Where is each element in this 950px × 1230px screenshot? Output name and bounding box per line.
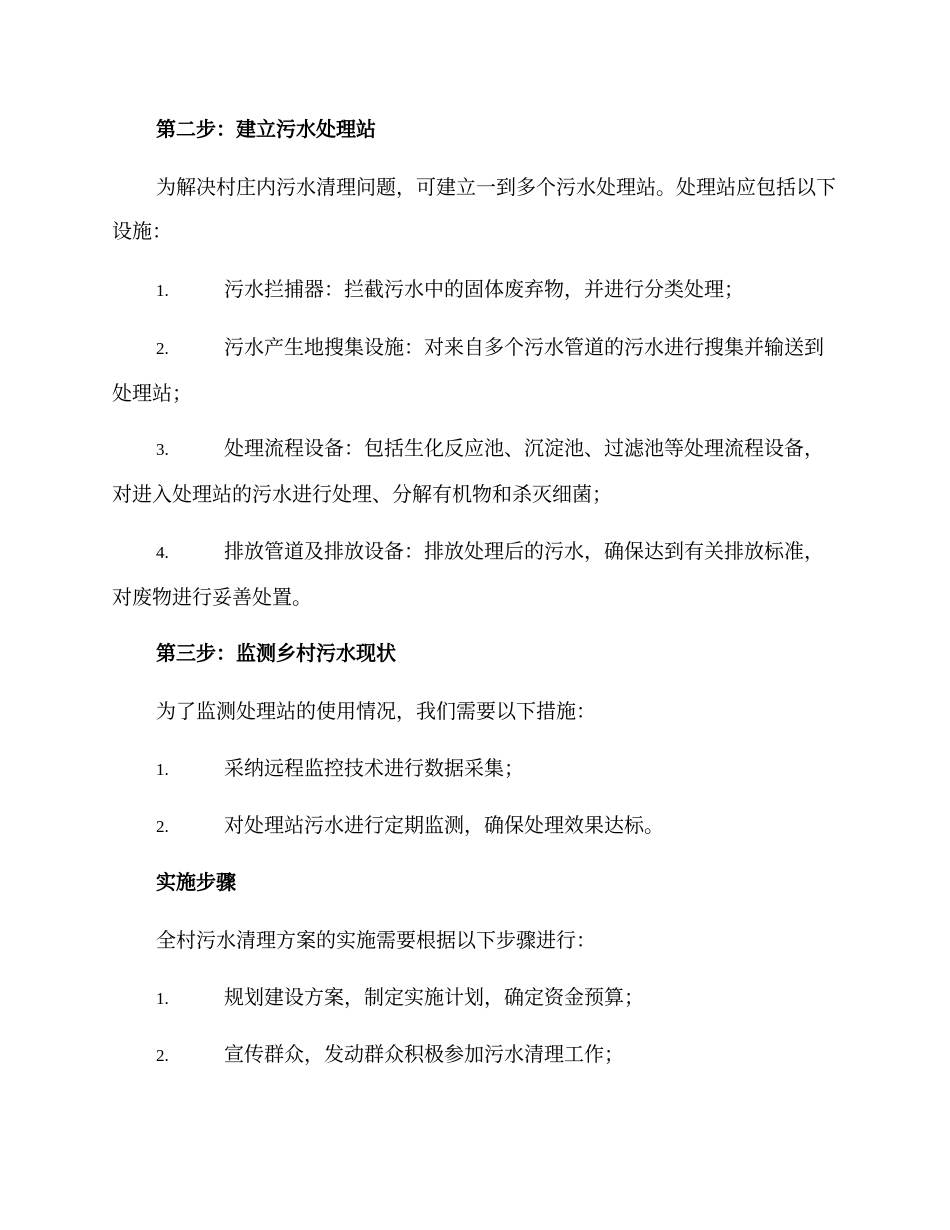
list-number: 2.: [156, 817, 169, 836]
list-number: 1.: [156, 989, 169, 1008]
section-heading-implementation: 实施步骤: [156, 870, 236, 894]
paragraph-step3-intro: 为了监测处理站的使用情况，我们需要以下措施：: [156, 699, 596, 723]
list-item: [112, 803, 836, 849]
list-item-text: 宣传群众，发动群众积极参加污水清理工作；: [224, 1042, 624, 1066]
list-item-text: 污水产生地搜集设施：对来自多个污水管道的污水进行搜集并输送到处理站；: [112, 335, 824, 405]
list-item-text: 规划建设方案，制定实施计划，确定资金预算；: [224, 985, 644, 1009]
list-item-text: 污水拦捕器：拦截污水中的固体废弃物，并进行分类处理；: [224, 277, 744, 301]
list-number: 1.: [156, 760, 169, 779]
list-item: [112, 746, 836, 792]
list-item: [112, 1032, 836, 1078]
list-item-text: 采纳远程监控技术进行数据采集；: [224, 756, 524, 780]
list-item: [112, 975, 836, 1021]
list-number: 2.: [156, 1046, 169, 1065]
list-item-text: 对处理站污水进行定期监测，确保处理效果达标。: [224, 813, 664, 837]
section-heading-step3: 第三步：监测乡村污水现状: [156, 641, 396, 665]
list-number: 1.: [156, 281, 169, 300]
list-item: [112, 267, 836, 313]
paragraph-step2-intro: 为解决村庄内污水清理问题，可建立一到多个污水处理站。处理站应包括以下设施：: [112, 175, 836, 243]
list-item: [112, 529, 836, 619]
section-heading-step2: 第二步：建立污水处理站: [156, 117, 376, 141]
list-item: [112, 325, 836, 415]
paragraph-implementation-intro: 全村污水清理方案的实施需要根据以下步骤进行：: [156, 928, 596, 952]
list-item: [112, 426, 836, 516]
list-item-text: 处理流程设备：包括生化反应池、沉淀池、过滤池等处理流程设备，对进入处理站的污水进行处理、分解有机物和杀灭细菌；: [112, 436, 824, 506]
list-number: 2.: [156, 339, 169, 358]
list-item-text: 排放管道及排放设备：排放处理后的污水，确保达到有关排放标准，对废物进行妥善处置。: [112, 539, 824, 609]
list-number: 3.: [156, 440, 169, 459]
list-number: 4.: [156, 543, 169, 562]
